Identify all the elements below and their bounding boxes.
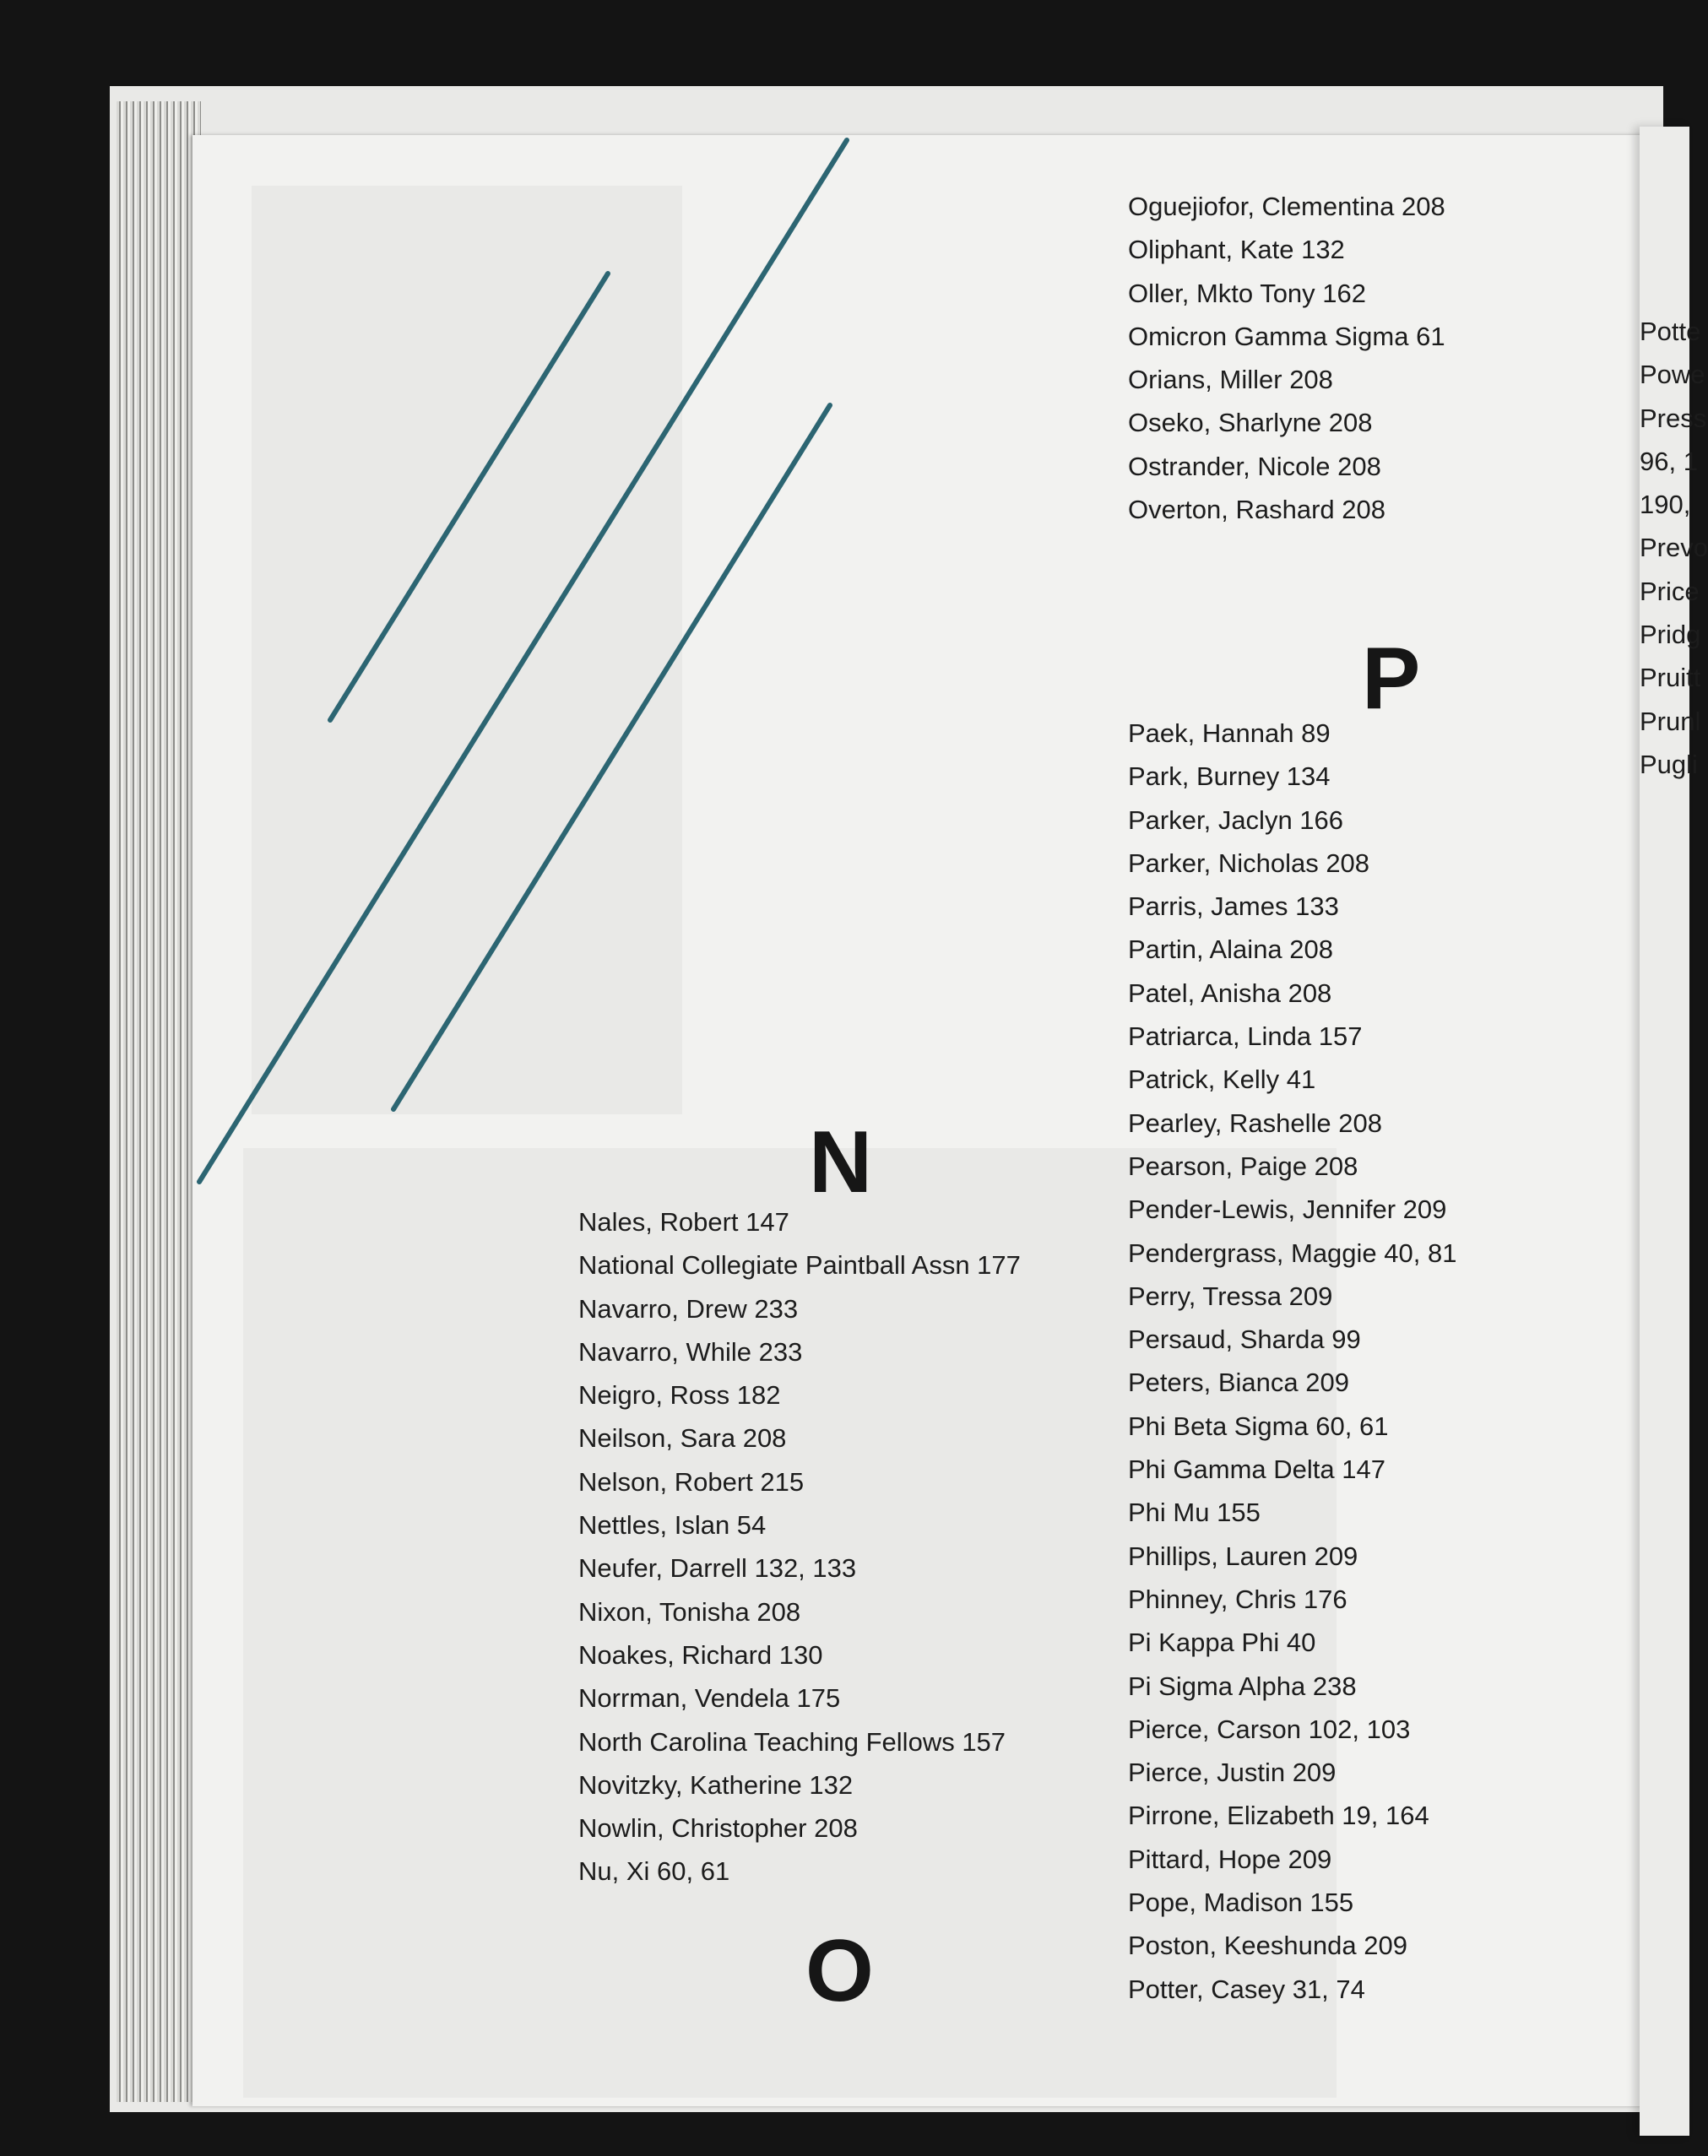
index-entry: Pierce, Justin 209 bbox=[1128, 1758, 1337, 1788]
fragment: Pridg bbox=[1640, 620, 1701, 650]
index-entry: Neufer, Darrell 132, 133 bbox=[578, 1553, 857, 1584]
index-entry: Nelson, Robert 215 bbox=[578, 1466, 805, 1497]
index-entry: Patriarca, Linda 157 bbox=[1128, 1021, 1363, 1052]
index-entry: Neigro, Ross 182 bbox=[578, 1380, 781, 1411]
index-entry: Phi Mu 155 bbox=[1128, 1498, 1261, 1528]
index-entry: Perry, Tressa 209 bbox=[1128, 1281, 1333, 1311]
index-entry: Orians, Miller 208 bbox=[1128, 365, 1333, 395]
index-entry: Pearley, Rashelle 208 bbox=[1128, 1108, 1382, 1138]
index-entry: Poston, Keeshunda 209 bbox=[1128, 1931, 1407, 1961]
index-entry: Pittard, Hope 209 bbox=[1128, 1844, 1332, 1874]
index-entry: Nowlin, Christopher 208 bbox=[578, 1813, 858, 1844]
index-entry: Oguejiofor, Clementina 208 bbox=[1128, 192, 1445, 221]
next-page-edge bbox=[1640, 127, 1708, 2136]
index-entry: Partin, Alaina 208 bbox=[1128, 934, 1334, 965]
index-entry: Pendergrass, Maggie 40, 81 bbox=[1128, 1238, 1457, 1268]
fragment: Prunl bbox=[1640, 706, 1701, 736]
index-entry: Overton, Rashard 208 bbox=[1128, 495, 1386, 525]
index-entry: Nixon, Tonisha 208 bbox=[578, 1596, 801, 1627]
index-entry: Persaud, Sharda 99 bbox=[1128, 1324, 1361, 1355]
index-entry: North Carolina Teaching Fellows 157 bbox=[578, 1726, 1006, 1757]
accent-line-long bbox=[199, 140, 847, 1182]
index-entry: Omicron Gamma Sigma 61 bbox=[1128, 321, 1445, 351]
index-entry: Oller, Mkto Tony 162 bbox=[1128, 278, 1367, 308]
index-entry: Park, Burney 134 bbox=[1128, 761, 1331, 792]
index-entry: Pearson, Paige 208 bbox=[1128, 1151, 1358, 1181]
index-entry: Peters, Bianca 209 bbox=[1128, 1368, 1349, 1398]
index-entry: Norrman, Vendela 175 bbox=[578, 1683, 841, 1714]
section-letter-p: P bbox=[1362, 630, 1421, 728]
index-entry: Pi Sigma Alpha 238 bbox=[1128, 1671, 1357, 1701]
index-entry: Nales, Robert 147 bbox=[578, 1207, 789, 1237]
index-entry: Pirrone, Elizabeth 19, 164 bbox=[1128, 1801, 1429, 1831]
next-page-fragments bbox=[1640, 310, 1708, 786]
index-entry: Pender-Lewis, Jennifer 209 bbox=[1128, 1194, 1447, 1225]
index-entry: Navarro, While 233 bbox=[578, 1336, 803, 1367]
section-letter-o: O bbox=[805, 1922, 874, 2020]
section-letter-n: N bbox=[809, 1113, 873, 1211]
index-entry: Ostrander, Nicole 208 bbox=[1128, 451, 1381, 481]
index-entry: Parker, Nicholas 208 bbox=[1128, 848, 1370, 878]
index-entry: Potter, Casey 31, 74 bbox=[1128, 1974, 1365, 2004]
index-entry: Nu, Xi 60, 61 bbox=[578, 1856, 730, 1887]
index-entry: Patrick, Kelly 41 bbox=[1128, 1064, 1316, 1095]
index-entry: Phi Gamma Delta 147 bbox=[1128, 1454, 1385, 1485]
fragment: Prevo bbox=[1640, 533, 1708, 563]
index-entry: Oliphant, Kate 132 bbox=[1128, 235, 1345, 265]
fragment: Powe bbox=[1640, 360, 1705, 390]
index-entry: Patel, Anisha 208 bbox=[1128, 978, 1332, 1008]
index-entry: Novitzky, Katherine 132 bbox=[578, 1769, 854, 1800]
index-entry: Pi Kappa Phi 40 bbox=[1128, 1628, 1316, 1658]
fragment: 96, 1 bbox=[1640, 446, 1698, 476]
index-entry: Phinney, Chris 176 bbox=[1128, 1584, 1347, 1614]
fragment: 190, bbox=[1640, 490, 1691, 520]
fragment: Potte bbox=[1640, 317, 1701, 346]
index-entry: Navarro, Drew 233 bbox=[578, 1293, 799, 1324]
index-entry: Paek, Hannah 89 bbox=[1128, 718, 1331, 748]
index-entry: Nettles, Islan 54 bbox=[578, 1510, 767, 1541]
index-entry: Parker, Jaclyn 166 bbox=[1128, 804, 1344, 835]
index-entry: Oseko, Sharlyne 208 bbox=[1128, 408, 1373, 438]
index-entry: Pope, Madison 155 bbox=[1128, 1888, 1354, 1918]
fragment: Price bbox=[1640, 576, 1700, 606]
accent-line-short-left bbox=[330, 274, 608, 720]
fragment: Pruitt bbox=[1640, 663, 1701, 693]
index-entry: Parris, James 133 bbox=[1128, 891, 1339, 922]
fragment: Pugli bbox=[1640, 749, 1698, 779]
fragment: Press bbox=[1640, 403, 1707, 433]
index-entry: Phi Beta Sigma 60, 61 bbox=[1128, 1411, 1389, 1441]
index-entry: National Collegiate Paintball Assn 177 bbox=[578, 1250, 1021, 1281]
index-entry: Noakes, Richard 130 bbox=[578, 1639, 823, 1670]
index-entry: Pierce, Carson 102, 103 bbox=[1128, 1714, 1411, 1744]
index-entry: Neilson, Sara 208 bbox=[578, 1423, 787, 1454]
index-entry: Phillips, Lauren 209 bbox=[1128, 1541, 1358, 1571]
